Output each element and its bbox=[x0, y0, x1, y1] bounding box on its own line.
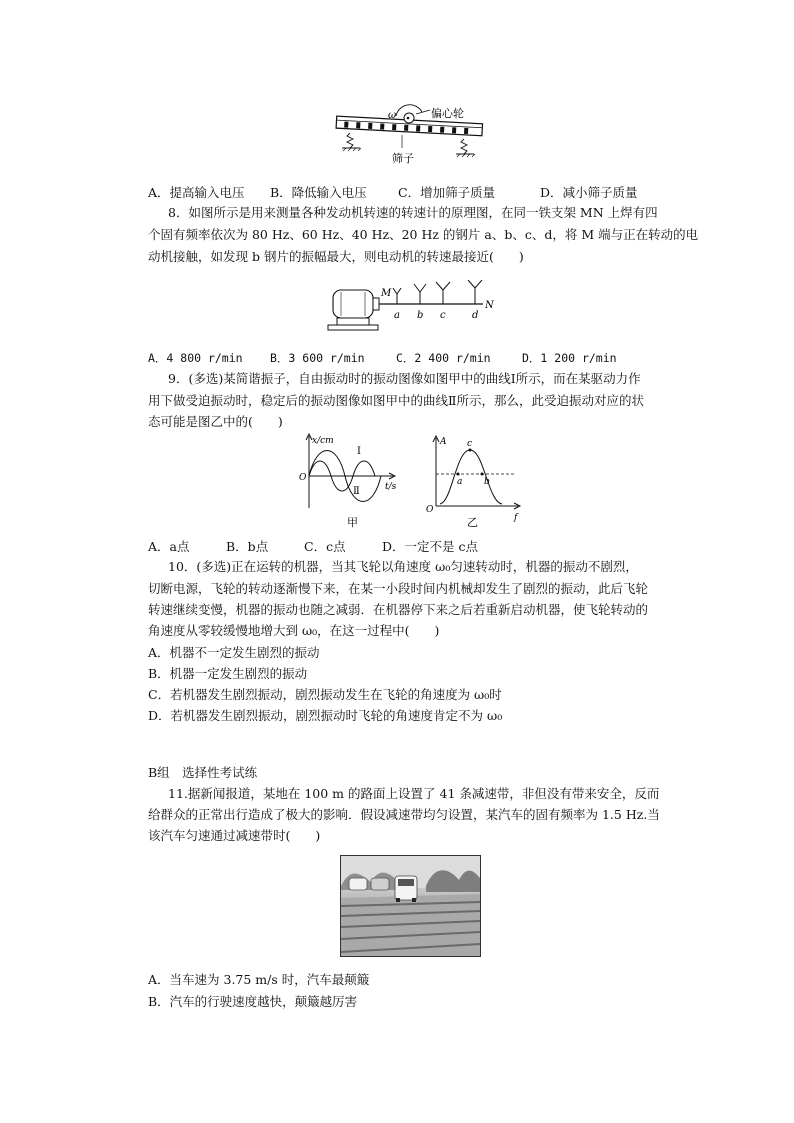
yi-point-c: c bbox=[467, 439, 473, 449]
jia-origin: O bbox=[299, 473, 307, 483]
q8-line-3: 动机接触，如发现 b 钢片的振幅最大，则电动机的转速最接近( ) bbox=[148, 249, 524, 264]
q10-option-a: A．机器不一定发生剧烈的振动 bbox=[148, 645, 320, 660]
q9-line-1: 9．(多选)某简谐振子，自由振动时的振动图像如图甲中的曲线Ⅰ所示，而在某驱动力作 bbox=[168, 371, 641, 386]
q10-line-3: 转速继续变慢，机器的振动也随之减弱．在机器停下来之后若重新启动机器，使飞轮转动的 bbox=[148, 602, 649, 617]
q11-option-a: A．当车速为 3.75 m/s 时，汽车最颠簸 bbox=[148, 972, 370, 987]
yi-origin: O bbox=[426, 505, 434, 515]
eccentric-wheel-label: 偏心轮 bbox=[431, 107, 464, 120]
q11-line-3: 该汽车匀速通过减速带时( ) bbox=[148, 828, 321, 843]
q7-option-d: D．减小筛子质量 bbox=[540, 185, 638, 200]
q9-option-d: D．一定不是 c点 bbox=[382, 539, 478, 554]
section-b-heading: B组 选择性考试练 bbox=[148, 765, 258, 780]
sieve-figure bbox=[330, 104, 490, 166]
q11-line-1: 11.据新闻报道，某地在 100 m 的路面上设置了 41 条减速带，非但没有带来安全，反而 bbox=[168, 786, 660, 801]
q10-line-4: 角速度从零较缓慢地增大到 ω₀，在这一过程中( ) bbox=[148, 623, 440, 638]
q9-line-3: 态可能是图乙中的( ) bbox=[148, 414, 283, 429]
q10-line-2: 切断电源，飞轮的转动逐渐慢下来，在某一小段时间内机械却发生了剧烈的振动，此后飞轮 bbox=[148, 581, 649, 596]
q10-line-1: 10．(多选)正在运转的机器，当其飞轮以角速度 ω₀匀速转动时，机器的振动不剧烈， bbox=[168, 559, 638, 574]
q10-option-b: B．机器一定发生剧烈的振动 bbox=[148, 666, 308, 681]
label-a: a bbox=[394, 310, 400, 321]
sieve-label: 筛子 bbox=[392, 152, 414, 165]
q8-options bbox=[148, 350, 617, 366]
jia-caption: 甲 bbox=[347, 516, 358, 529]
q9-option-c: C．c点 bbox=[304, 539, 346, 554]
q7-option-b: B．降低输入电压 bbox=[270, 185, 367, 200]
label-c: c bbox=[440, 310, 446, 321]
q7-option-a: A．提高输入电压 bbox=[148, 185, 245, 200]
q8-option-a: A．4 800 r/min bbox=[148, 351, 243, 365]
yi-caption: 乙 bbox=[467, 516, 478, 529]
jia-xlabel: t/s bbox=[385, 482, 397, 492]
label-m: M bbox=[381, 288, 392, 299]
q10-option-c: C．若机器发生剧烈振动，剧烈振动发生在飞轮的角速度为 ω₀时 bbox=[148, 687, 502, 702]
q8-option-d: D．1 200 r/min bbox=[522, 351, 617, 365]
label-n: N bbox=[485, 300, 494, 311]
q9-option-a: A．a点 bbox=[148, 539, 190, 554]
q7-options bbox=[148, 183, 638, 201]
q8-option-c: C．2 400 r/min bbox=[396, 351, 491, 365]
jia-curve-2: Ⅱ bbox=[353, 486, 360, 497]
tachometer-figure bbox=[325, 280, 500, 335]
q7-option-c: C．增加筛子质量 bbox=[398, 185, 496, 200]
yi-xlabel: f bbox=[514, 513, 518, 523]
q8-option-b: B．3 600 r/min bbox=[270, 351, 365, 365]
yi-ylabel: A bbox=[440, 437, 447, 447]
omega-label: ω bbox=[388, 110, 397, 121]
q9-option-b: B．b点 bbox=[226, 539, 269, 554]
q11-line-2: 给群众的正常出行造成了极大的影响．假设减速带均匀设置，某汽车的固有频率为 1.5 Hz.当 bbox=[148, 807, 660, 822]
label-d: d bbox=[472, 310, 479, 321]
jia-ylabel: x/cm bbox=[312, 436, 334, 446]
figure-jia bbox=[293, 432, 403, 532]
q8-line-1: 8．如图所示是用来测量各种发动机转速的转速计的原理图，在同一铁支架 MN 上焊有四 bbox=[168, 205, 658, 220]
yi-point-a: a bbox=[457, 477, 463, 487]
speed-bump-photo bbox=[340, 855, 481, 957]
q11-option-b: B．汽车的行驶速度越快，颠簸越厉害 bbox=[148, 994, 358, 1009]
q8-line-2: 个固有频率依次为 80 Hz、60 Hz、40 Hz、20 Hz 的钢片 a、b、c、d，将 M 端与正在转动的电 bbox=[148, 227, 699, 242]
jia-curve-1: Ⅰ bbox=[357, 446, 361, 457]
q9-options bbox=[148, 537, 478, 555]
yi-point-b: b bbox=[484, 477, 490, 487]
q9-line-2: 用下做受迫振动时，稳定后的振动图像如图甲中的曲线Ⅱ所示，那么，此受迫振动对应的状 bbox=[148, 393, 644, 408]
figure-yi bbox=[420, 432, 530, 532]
q10-option-d: D．若机器发生剧烈振动，剧烈振动时飞轮的角速度肯定不为 ω₀ bbox=[148, 708, 503, 723]
label-b: b bbox=[417, 310, 424, 321]
